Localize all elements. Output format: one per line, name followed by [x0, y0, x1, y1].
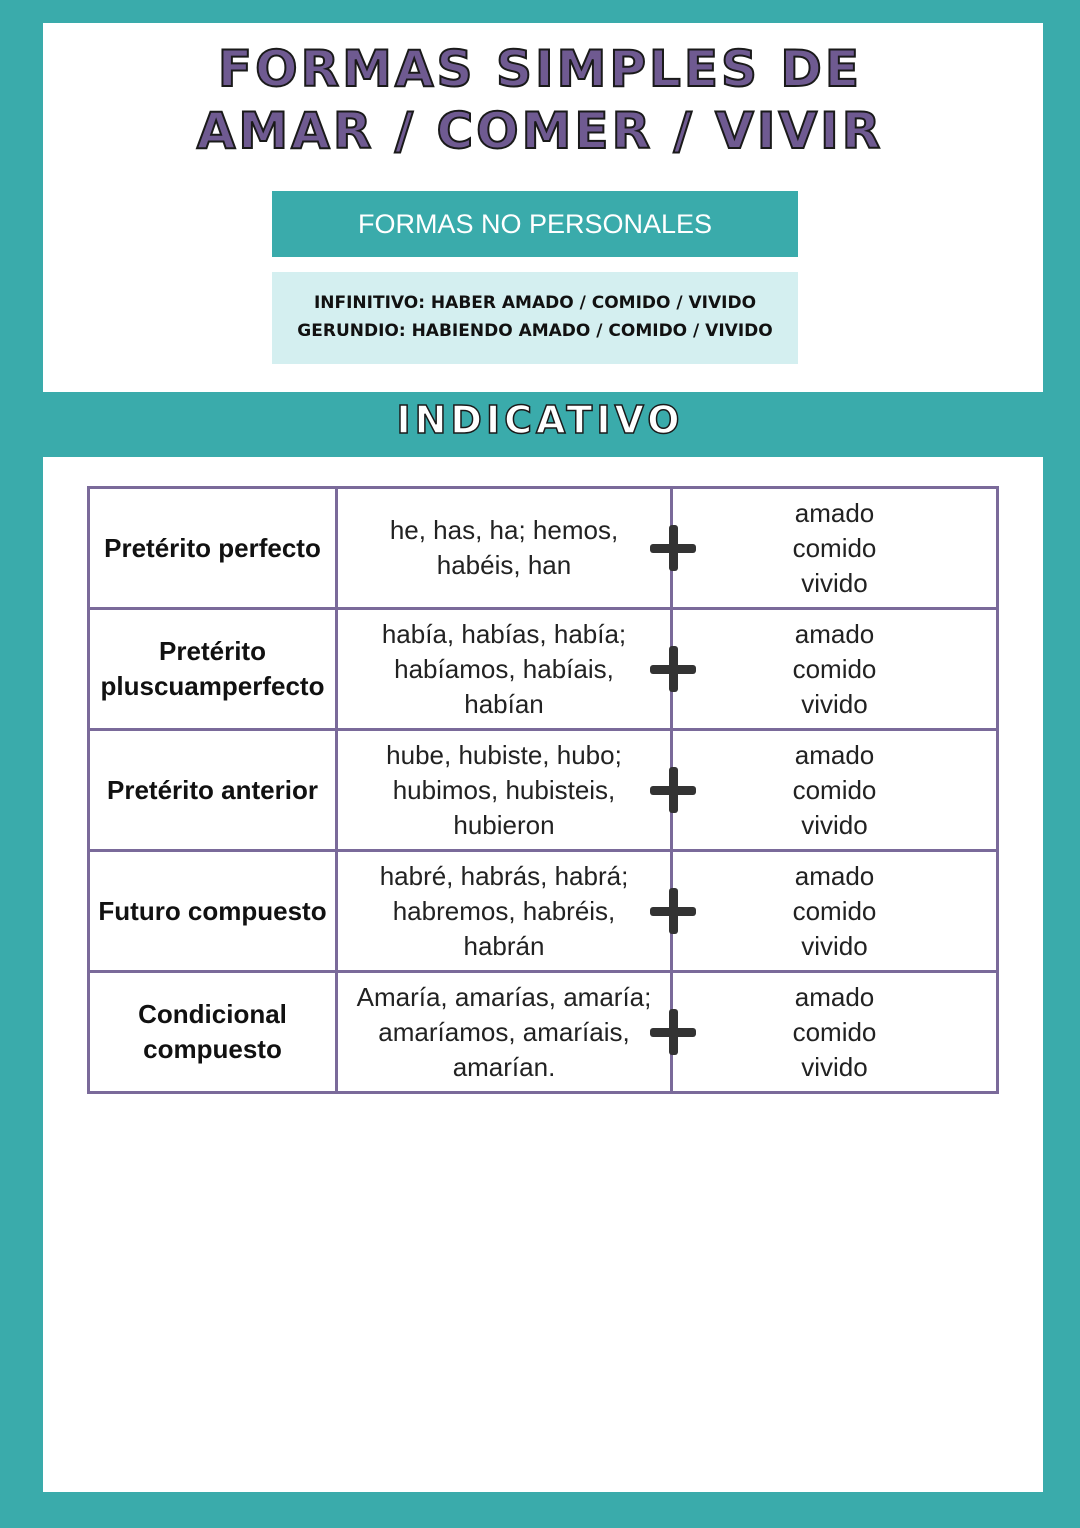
aux-line: habéis, han	[436, 550, 572, 580]
aux-line: he, has, ha; hemos,	[389, 515, 619, 545]
participle: comido	[792, 1016, 877, 1047]
auxiliary-forms	[337, 609, 672, 730]
aux-line: amaríamos, amaríais,	[378, 1016, 630, 1047]
participle: comido	[792, 895, 877, 926]
auxiliary-forms	[337, 851, 672, 972]
participle: vivido	[801, 930, 868, 961]
table-row	[89, 730, 998, 851]
participle: amado	[794, 618, 875, 649]
table-row	[89, 488, 998, 609]
participles	[672, 972, 998, 1093]
tense-name: Pretérito pluscuamperfecto	[89, 609, 337, 730]
aux-line: hubieron	[453, 809, 555, 840]
participles	[672, 609, 998, 730]
plus-icon	[650, 888, 696, 934]
participles	[672, 851, 998, 972]
tense-name: Futuro compuesto	[89, 851, 337, 972]
aux-line: hube, hubiste, hubo;	[386, 739, 622, 770]
table-row	[89, 609, 998, 730]
aux-line: habremos, habréis,	[392, 895, 616, 926]
page-title-line1: FORMAS SIMPLES DE	[217, 40, 863, 98]
participle: amado	[794, 981, 875, 1012]
participle: amado	[794, 739, 875, 770]
no-personales-box	[272, 272, 798, 364]
aux-line: habrán	[463, 930, 545, 961]
tense-name: Pretérito perfecto	[89, 488, 337, 609]
participle: amado	[794, 497, 875, 528]
gerundio-text: GERUNDIO: HABIENDO AMADO / COMIDO / VIVIDO	[297, 321, 773, 341]
participle: comido	[792, 653, 877, 684]
section-title: INDICATIVO	[396, 398, 684, 442]
aux-line: hubimos, hubisteis,	[392, 774, 616, 805]
auxiliary-forms	[337, 972, 672, 1093]
participle: comido	[792, 532, 877, 563]
plus-icon	[650, 767, 696, 813]
auxiliary-forms	[337, 730, 672, 851]
participles	[672, 488, 998, 609]
participle: vivido	[801, 567, 868, 598]
page-title-line2: AMAR / COMER / VIVIR	[196, 102, 884, 160]
participle: comido	[792, 774, 877, 805]
table-row	[89, 851, 998, 972]
participle: vivido	[801, 809, 868, 840]
tense-name: Condicional compuesto	[89, 972, 337, 1093]
participles	[672, 730, 998, 851]
conjugation-table	[87, 486, 999, 1094]
auxiliary-forms	[337, 488, 672, 609]
participle: vivido	[801, 1051, 868, 1082]
plus-icon	[650, 525, 696, 571]
table-row	[89, 972, 998, 1093]
aux-line: amarían.	[452, 1051, 556, 1082]
participle: amado	[794, 860, 875, 891]
infinitivo-text: INFINITIVO: HABER AMADO / COMIDO / VIVIDO	[313, 293, 757, 313]
aux-line: Amaría, amarías, amaría;	[356, 981, 652, 1012]
plus-icon	[650, 1009, 696, 1055]
tense-name: Pretérito anterior	[89, 730, 337, 851]
aux-line: habían	[464, 688, 544, 719]
aux-line: habíamos, habíais,	[394, 653, 614, 684]
plus-icon	[650, 646, 696, 692]
aux-line: había, habías, había;	[381, 618, 627, 649]
participle: vivido	[801, 688, 868, 719]
no-personales-heading: FORMAS NO PERSONALES	[272, 191, 798, 257]
aux-line: habré, habrás, habrá;	[379, 860, 629, 891]
